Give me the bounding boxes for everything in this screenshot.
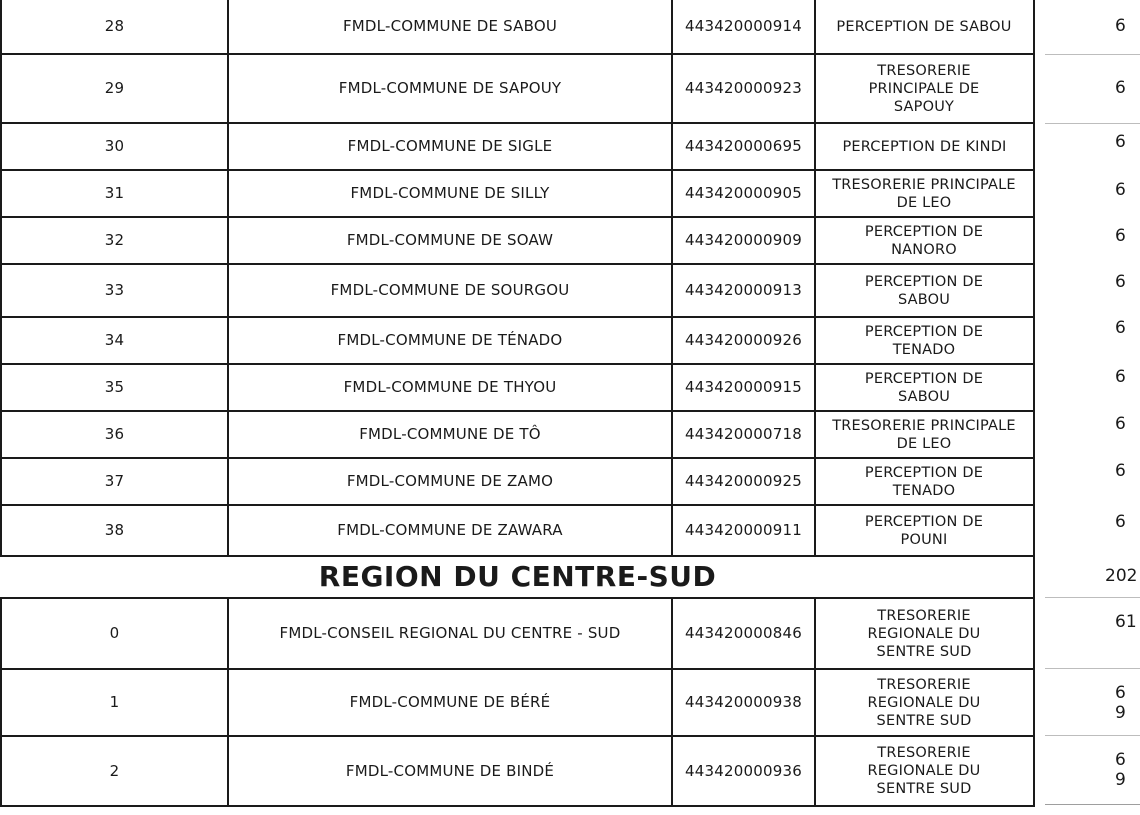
region-amount-partial: 202 xyxy=(1105,566,1138,586)
row-number: 36 xyxy=(104,425,125,443)
account-number: 443420000911 xyxy=(685,521,802,539)
account-number: 443420000695 xyxy=(685,137,802,155)
row-number: 1 xyxy=(109,693,120,711)
account-number: 443420000915 xyxy=(685,378,802,396)
treasury-office: PERCEPTION DE SABOU xyxy=(836,18,1012,35)
amount-partial: 6 9 xyxy=(1115,683,1126,723)
row-number: 30 xyxy=(104,137,125,155)
row-number: 37 xyxy=(104,472,125,490)
account-number: 443420000913 xyxy=(685,281,802,299)
commune-name: FMDL-COMMUNE DE ZAWARA xyxy=(337,521,563,539)
commune-name: FMDL-COMMUNE DE BÉRÉ xyxy=(349,693,551,711)
row-number: 28 xyxy=(104,17,125,35)
row-number: 33 xyxy=(104,281,125,299)
account-number: 443420000718 xyxy=(685,425,802,443)
treasury-office: TRESORERIE PRINCIPALE DE SAPOUY xyxy=(868,62,980,115)
amount-partial: 6 xyxy=(1115,367,1126,387)
amount-partial: 6 9 xyxy=(1115,750,1126,790)
account-number: 443420000914 xyxy=(685,17,802,35)
account-number: 443420000938 xyxy=(685,693,802,711)
account-number: 443420000905 xyxy=(685,184,802,202)
treasury-office: PERCEPTION DE POUNI xyxy=(864,513,984,548)
commune-name: FMDL-COMMUNE DE THYOU xyxy=(343,378,557,396)
commune-name: FMDL-COMMUNE DE SAPOUY xyxy=(338,79,562,97)
treasury-office: TRESORERIE REGIONALE DU SENTRE SUD xyxy=(867,676,981,729)
commune-name: FMDL-COMMUNE DE SOAW xyxy=(346,231,554,249)
faint-divider xyxy=(1045,804,1140,805)
commune-name: FMDL-COMMUNE DE ZAMO xyxy=(346,472,554,490)
treasury-office: PERCEPTION DE SABOU xyxy=(864,370,984,405)
row-divider xyxy=(0,805,1035,807)
commune-name: FMDL-COMMUNE DE SOURGOU xyxy=(330,281,570,299)
commune-name: FMDL-CONSEIL REGIONAL DU CENTRE - SUD xyxy=(279,624,621,642)
region-heading: REGION DU CENTRE-SUD xyxy=(318,559,717,593)
faint-divider xyxy=(1045,668,1140,669)
treasury-office: PERCEPTION DE SABOU xyxy=(864,273,984,308)
column-divider xyxy=(1033,0,1035,807)
account-number: 443420000846 xyxy=(685,624,802,642)
row-number: 38 xyxy=(104,521,125,539)
amount-partial: 6 xyxy=(1115,78,1126,98)
row-number: 35 xyxy=(104,378,125,396)
amount-partial: 6 xyxy=(1115,180,1126,200)
treasury-office: TRESORERIE REGIONALE DU SENTRE SUD xyxy=(867,745,981,797)
treasury-office: PERCEPTION DE NANORO xyxy=(864,223,984,258)
account-number: 443420000923 xyxy=(685,79,802,97)
account-number: 443420000925 xyxy=(685,472,802,490)
amount-partial: 61 xyxy=(1115,612,1137,632)
account-number: 443420000909 xyxy=(685,231,802,249)
faint-divider xyxy=(1045,54,1140,55)
amount-partial: 6 xyxy=(1115,461,1126,481)
treasury-office: TRESORERIE PRINCIPALE DE LEO xyxy=(832,176,1016,211)
account-number: 443420000936 xyxy=(685,761,802,780)
account-number: 443420000926 xyxy=(685,331,802,349)
row-number: 0 xyxy=(109,624,120,642)
amount-partial: 6 xyxy=(1115,16,1126,36)
commune-name: FMDL-COMMUNE DE SABOU xyxy=(342,17,558,35)
treasury-office: PERCEPTION DE KINDI xyxy=(842,138,1007,155)
row-number: 2 xyxy=(109,761,120,780)
row-number: 29 xyxy=(104,79,125,97)
column-divider xyxy=(814,597,816,807)
commune-name: FMDL-COMMUNE DE TÔ xyxy=(359,425,541,443)
amount-partial: 6 xyxy=(1115,414,1126,434)
treasury-office: PERCEPTION DE TENADO xyxy=(864,323,984,358)
treasury-office: TRESORERIE PRINCIPALE DE LEO xyxy=(832,417,1016,452)
amount-partial: 6 xyxy=(1115,226,1126,246)
commune-name: FMDL-COMMUNE DE TÉNADO xyxy=(337,331,563,349)
commune-name: FMDL-COMMUNE DE SIGLE xyxy=(347,137,553,155)
row-number: 34 xyxy=(104,331,125,349)
row-number: 31 xyxy=(104,184,125,202)
treasury-office: TRESORERIE REGIONALE DU SENTRE SUD xyxy=(867,607,981,660)
amount-partial: 6 xyxy=(1115,512,1126,532)
faint-divider xyxy=(1045,735,1140,736)
row-number: 32 xyxy=(104,231,125,249)
faint-divider xyxy=(1045,123,1140,124)
amount-partial: 6 xyxy=(1115,318,1126,338)
commune-name: FMDL-COMMUNE DE BINDÉ xyxy=(345,761,555,780)
treasury-office: PERCEPTION DE TENADO xyxy=(864,464,984,499)
amount-partial: 6 xyxy=(1115,272,1126,292)
commune-name: FMDL-COMMUNE DE SILLY xyxy=(350,184,550,202)
column-divider xyxy=(814,0,816,555)
amount-partial: 6 xyxy=(1115,132,1126,152)
faint-divider xyxy=(1045,597,1140,598)
